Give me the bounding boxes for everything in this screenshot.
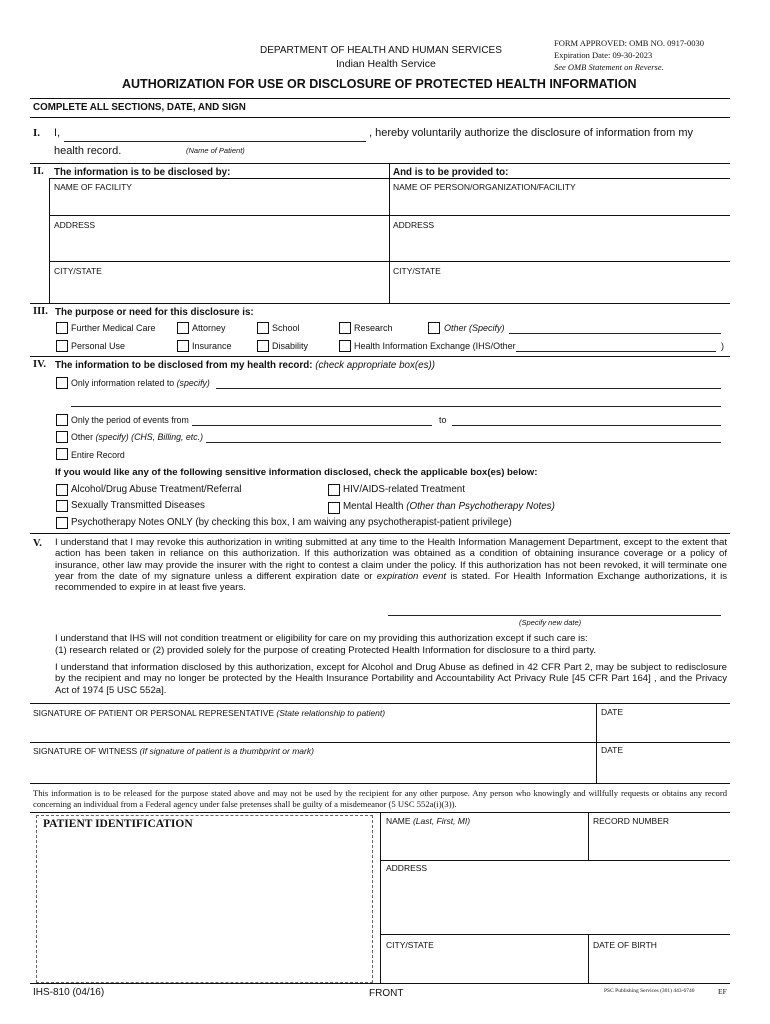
only-related-note: (specify): [176, 378, 210, 388]
provided-to-heading: And is to be provided to:: [393, 167, 509, 178]
personal-use-checkbox[interactable]: [56, 340, 68, 352]
entire-record-checkbox[interactable]: [56, 448, 68, 460]
only-related-label: Only information related to: [71, 378, 175, 388]
witness-signature-note: (If signature of patient is a thumbprint or mark): [139, 746, 314, 756]
period-from-input[interactable]: [192, 425, 432, 426]
other-info-checkbox[interactable]: [56, 431, 68, 443]
alcohol-drug-label: Alcohol/Drug Abuse Treatment/Referral: [71, 484, 242, 495]
recipient-city-input[interactable]: [390, 276, 729, 302]
mental-health-note: (Other than Psychotherapy Notes): [406, 501, 555, 512]
witness-date-input[interactable]: [598, 757, 729, 782]
facility-city-input[interactable]: [50, 276, 388, 302]
health-info-exchange-checkbox[interactable]: [339, 340, 351, 352]
patient-signature-input[interactable]: [31, 719, 594, 741]
section-1-prefix: I,: [54, 127, 61, 139]
period-checkbox[interactable]: [56, 414, 68, 426]
facility-address-input[interactable]: [50, 230, 388, 260]
disability-label: Disability: [272, 341, 309, 351]
record-number-label: RECORD NUMBER: [593, 816, 670, 826]
section-5-number: V.: [33, 538, 42, 549]
patient-signature-note: (State relationship to patient): [276, 708, 386, 718]
mental-health-label: Mental Health: [343, 501, 404, 512]
sensitive-info-heading: If you would like any of the following sensitive information disclosed, check the applicable box(es) below:: [55, 467, 538, 478]
omb-statement-note: See OMB Statement on Reverse.: [554, 62, 664, 72]
section-1-statement: , hereby voluntarily authorize the disclosure of information from my: [369, 127, 694, 139]
other-info-label: Other: [71, 432, 94, 442]
specify-new-date-caption: (Specify new date): [519, 618, 582, 627]
only-related-checkbox[interactable]: [56, 377, 68, 389]
mental-health-checkbox[interactable]: [328, 502, 340, 514]
id-name-label: NAME: [386, 816, 411, 826]
patient-name-caption: (Name of Patient): [186, 146, 245, 155]
department-name: DEPARTMENT OF HEALTH AND HUMAN SERVICES: [260, 45, 502, 56]
research-checkbox[interactable]: [339, 322, 351, 334]
recipient-name-label: NAME OF PERSON/ORGANIZATION/FACILITY: [393, 182, 576, 192]
psychotherapy-notes-checkbox[interactable]: [56, 517, 68, 529]
id-address-label: ADDRESS: [386, 863, 428, 873]
insurance-checkbox[interactable]: [177, 340, 189, 352]
period-to-input[interactable]: [452, 425, 721, 426]
purpose-heading: The purpose or need for this disclosure is:: [55, 307, 254, 318]
id-name-note: (Last, First, MI): [412, 816, 471, 826]
patient-identification-area: [36, 815, 373, 983]
hiv-aids-label: HIV/AIDS-related Treatment: [343, 484, 465, 495]
date-of-birth-label: DATE OF BIRTH: [593, 940, 657, 950]
date-of-birth-input[interactable]: [590, 951, 729, 981]
recipient-address-input[interactable]: [390, 230, 729, 260]
misdemeanor-notice: This information is to be released for the purpose stated above and may not be used by the recipient for any other purpose. Any person who knowingly and willfully requests or obtains any record concerning an individual from a Federal agency under false pretenses shall be guilty of a misdemeanor (5 USC 552a(i)(3)).: [33, 788, 727, 809]
recipient-city-label: CITY/STATE: [393, 266, 441, 276]
health-info-exchange-input[interactable]: [516, 351, 716, 352]
period-to-label: to: [439, 415, 447, 425]
personal-use-label: Personal Use: [71, 341, 126, 351]
attorney-label: Attorney: [192, 323, 226, 333]
disability-checkbox[interactable]: [257, 340, 269, 352]
form-title: AUTHORIZATION FOR USE OR DISCLOSURE OF PROTECTED HEALTH INFORMATION: [122, 77, 637, 91]
front-label: FRONT: [369, 988, 404, 999]
expiration-date: Expiration Date: 09-30-2023: [554, 50, 653, 60]
publisher-line: PSC Publishing Services (301) 443-6740: [604, 988, 695, 994]
facility-name-input[interactable]: [50, 192, 388, 214]
patient-date-label: DATE: [601, 707, 624, 717]
section-4-number: IV.: [33, 359, 46, 370]
info-disclosed-heading: The information to be disclosed from my health record:: [55, 360, 313, 371]
agency-name: Indian Health Service: [336, 58, 436, 70]
school-checkbox[interactable]: [257, 322, 269, 334]
attorney-checkbox[interactable]: [177, 322, 189, 334]
witness-date-label: DATE: [601, 745, 624, 755]
further-medical-care-checkbox[interactable]: [56, 322, 68, 334]
section-1-number: I.: [33, 127, 41, 139]
section-3-number: III.: [33, 306, 48, 317]
section-2-number: II.: [33, 166, 44, 177]
conditions-line-2: (1) research related or (2) provided solely for the purpose of creating Protected Health Information for disclosure to a third party.: [55, 645, 597, 656]
facility-city-label: CITY/STATE: [54, 266, 102, 276]
id-city-label: CITY/STATE: [386, 940, 434, 950]
witness-signature-input[interactable]: [31, 757, 594, 782]
facility-address-label: ADDRESS: [54, 220, 96, 230]
patient-name-input[interactable]: [64, 141, 366, 142]
new-expiration-date-input[interactable]: [388, 615, 721, 616]
insurance-label: Insurance: [192, 341, 232, 351]
psychotherapy-notes-label: Psychotherapy Notes ONLY (by checking this box, I am waiving any psychotherapist-patient privilege): [71, 517, 512, 528]
id-city-input[interactable]: [382, 951, 586, 981]
std-label: Sexually Transmitted Diseases: [71, 500, 205, 511]
school-label: School: [272, 323, 300, 333]
redisclosure-paragraph: I understand that information disclosed by this authorization, except for Alcohol and Drug Abuse as defined in 42 CFR Part 2, may be subject to redisclosure by the recipient and may no longer be protected by the Health Insurance Portability and Accountability Act Privacy Rule [45 CFR Part 164] , and the Privacy Act of 1974 [5 USC 552a].: [55, 662, 727, 696]
form-number: IHS-810 (04/16): [33, 987, 105, 998]
record-number-input[interactable]: [590, 828, 729, 858]
health-info-exchange-label: Health Information Exchange (IHS/Other: [354, 341, 516, 351]
omb-number: FORM APPROVED: OMB NO. 0917-0030: [554, 38, 704, 48]
period-label: Only the period of events from: [71, 415, 189, 425]
disclosed-by-heading: The information is to be disclosed by:: [54, 167, 231, 178]
std-checkbox[interactable]: [56, 500, 68, 512]
other-purpose-checkbox[interactable]: [428, 322, 440, 334]
other-purpose-label: Other (Specify): [444, 323, 505, 333]
patient-date-input[interactable]: [598, 719, 729, 741]
only-related-input[interactable]: [216, 388, 721, 389]
info-disclosed-note: (check appropriate box(es)): [315, 360, 436, 371]
ef-mark: EF: [718, 987, 727, 996]
conditions-line-1: I understand that IHS will not condition treatment or eligibility for care on my providing this authorization except if such care is:: [55, 633, 588, 644]
research-label: Research: [354, 323, 393, 333]
id-name-input[interactable]: [382, 828, 586, 858]
facility-name-label: NAME OF FACILITY: [54, 182, 132, 192]
hiv-aids-checkbox[interactable]: [328, 484, 340, 496]
patient-identification-heading: PATIENT IDENTIFICATION: [43, 818, 193, 830]
recipient-address-label: ADDRESS: [393, 220, 435, 230]
revocation-paragraph: I understand that I may revoke this authorization in writing submitted at any time to the Health Information Management Department, except to the extent that action has been taken in reliance on this authorization. If this authorization was obtained as a condition of obtaining insurance coverage or a policy of insurance, other law may provide the insurer with the right to contest a claim under the policy. If this authorization has not been revoked, it will terminate one year from the date of my signature unless a different expiration date or expiration event is stated. For Health Information Exchange authorizations, it is recommended to expire in at least five years.: [55, 537, 728, 594]
patient-signature-label: SIGNATURE OF PATIENT OR PERSONAL REPRESENTATIVE: [33, 708, 275, 718]
recipient-name-input[interactable]: [390, 192, 729, 214]
other-purpose-input[interactable]: [509, 333, 721, 334]
id-address-input[interactable]: [382, 874, 729, 932]
section-1-line2: health record.: [54, 145, 122, 157]
instructions: COMPLETE ALL SECTIONS, DATE, AND SIGN: [33, 102, 246, 113]
only-related-input-line2[interactable]: [71, 406, 721, 407]
witness-signature-label: SIGNATURE OF WITNESS: [33, 746, 138, 756]
closing-paren: ): [721, 341, 724, 351]
other-info-note: (specify) (CHS, Billing, etc.): [95, 432, 204, 442]
further-medical-care-label: Further Medical Care: [71, 323, 156, 333]
entire-record-label: Entire Record: [71, 450, 125, 460]
alcohol-drug-checkbox[interactable]: [56, 484, 68, 496]
other-info-input[interactable]: [206, 442, 721, 443]
